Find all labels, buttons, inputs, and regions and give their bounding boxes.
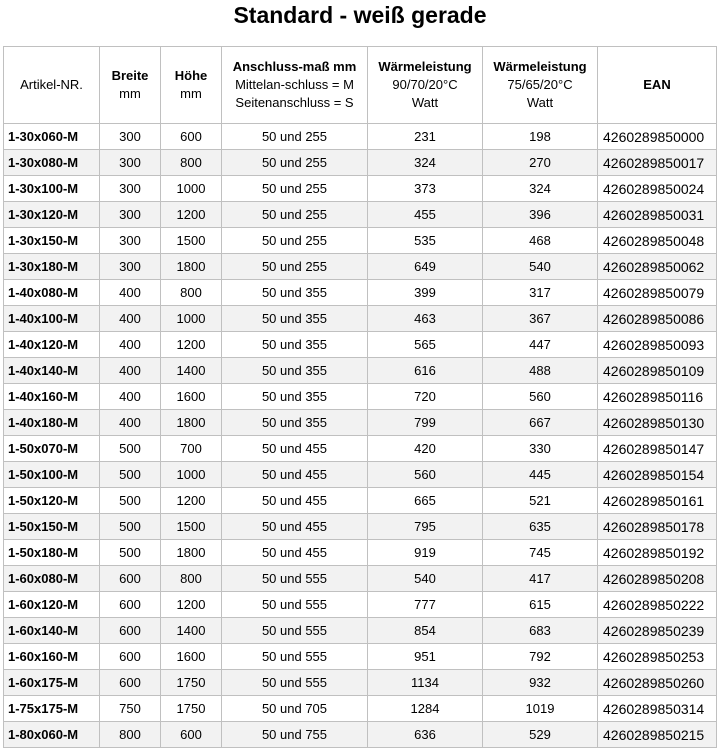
cell-waerme-75: 270: [483, 150, 598, 176]
cell-waerme-90: 795: [368, 514, 483, 540]
cell-waerme-75: 198: [483, 124, 598, 150]
cell-anschluss: 50 und 555: [222, 566, 368, 592]
cell-breite: 500: [100, 488, 161, 514]
table-row: [4, 566, 717, 592]
cell-ean: 4260289850192: [598, 540, 717, 566]
cell-ean: 4260289850222: [598, 592, 717, 618]
cell-hoehe: 1500: [161, 228, 222, 254]
table-row: [4, 332, 717, 358]
cell-artikel: 1-30x150-M: [4, 228, 100, 254]
cell-waerme-90: 463: [368, 306, 483, 332]
cell-artikel: 1-50x150-M: [4, 514, 100, 540]
table-row: [4, 540, 717, 566]
cell-anschluss: 50 und 355: [222, 332, 368, 358]
header-breite: Breite mm: [100, 47, 161, 124]
cell-waerme-90: 665: [368, 488, 483, 514]
cell-anschluss: 50 und 555: [222, 670, 368, 696]
cell-waerme-90: 420: [368, 436, 483, 462]
cell-waerme-75: 615: [483, 592, 598, 618]
cell-artikel: 1-50x100-M: [4, 462, 100, 488]
table-row: [4, 358, 717, 384]
cell-ean: 4260289850239: [598, 618, 717, 644]
cell-waerme-90: 535: [368, 228, 483, 254]
cell-breite: 600: [100, 566, 161, 592]
table-row: [4, 644, 717, 670]
cell-artikel: 1-40x080-M: [4, 280, 100, 306]
cell-ean: 4260289850260: [598, 670, 717, 696]
cell-hoehe: 800: [161, 280, 222, 306]
cell-anschluss: 50 und 255: [222, 202, 368, 228]
table-row: [4, 254, 717, 280]
cell-breite: 400: [100, 410, 161, 436]
table-row: [4, 514, 717, 540]
cell-hoehe: 1000: [161, 176, 222, 202]
cell-waerme-90: 324: [368, 150, 483, 176]
cell-hoehe: 1500: [161, 514, 222, 540]
cell-anschluss: 50 und 255: [222, 254, 368, 280]
cell-breite: 600: [100, 644, 161, 670]
cell-artikel: 1-30x180-M: [4, 254, 100, 280]
table-row: [4, 124, 717, 150]
cell-waerme-75: 447: [483, 332, 598, 358]
header-waermeleistung-90: Wärmeleistung 90/70/20°C Watt: [368, 47, 483, 124]
cell-artikel: 1-30x100-M: [4, 176, 100, 202]
cell-anschluss: 50 und 355: [222, 384, 368, 410]
cell-waerme-90: 616: [368, 358, 483, 384]
cell-artikel: 1-30x060-M: [4, 124, 100, 150]
table-row: [4, 592, 717, 618]
cell-artikel: 1-60x175-M: [4, 670, 100, 696]
cell-ean: 4260289850031: [598, 202, 717, 228]
cell-breite: 600: [100, 670, 161, 696]
cell-waerme-75: 560: [483, 384, 598, 410]
header-waermeleistung-75: Wärmeleistung 75/65/20°C Watt: [483, 47, 598, 124]
cell-ean: 4260289850062: [598, 254, 717, 280]
cell-anschluss: 50 und 255: [222, 124, 368, 150]
cell-waerme-90: 455: [368, 202, 483, 228]
cell-hoehe: 1800: [161, 410, 222, 436]
cell-waerme-75: 317: [483, 280, 598, 306]
cell-breite: 400: [100, 358, 161, 384]
cell-waerme-90: 854: [368, 618, 483, 644]
table-row: [4, 228, 717, 254]
cell-hoehe: 1200: [161, 202, 222, 228]
cell-ean: 4260289850093: [598, 332, 717, 358]
cell-waerme-75: 417: [483, 566, 598, 592]
cell-anschluss: 50 und 455: [222, 514, 368, 540]
cell-breite: 750: [100, 696, 161, 722]
cell-breite: 500: [100, 436, 161, 462]
cell-waerme-75: 792: [483, 644, 598, 670]
cell-breite: 600: [100, 618, 161, 644]
cell-anschluss: 50 und 355: [222, 410, 368, 436]
cell-waerme-90: 799: [368, 410, 483, 436]
cell-hoehe: 700: [161, 436, 222, 462]
cell-ean: 4260289850079: [598, 280, 717, 306]
cell-ean: 4260289850017: [598, 150, 717, 176]
table-row: [4, 670, 717, 696]
cell-hoehe: 1600: [161, 644, 222, 670]
cell-ean: 4260289850024: [598, 176, 717, 202]
cell-ean: 4260289850154: [598, 462, 717, 488]
cell-waerme-90: 1134: [368, 670, 483, 696]
cell-breite: 300: [100, 254, 161, 280]
cell-breite: 400: [100, 306, 161, 332]
cell-ean: 4260289850086: [598, 306, 717, 332]
cell-hoehe: 1750: [161, 670, 222, 696]
cell-ean: 4260289850253: [598, 644, 717, 670]
cell-waerme-75: 635: [483, 514, 598, 540]
cell-artikel: 1-60x120-M: [4, 592, 100, 618]
cell-hoehe: 1000: [161, 306, 222, 332]
cell-ean: 4260289850147: [598, 436, 717, 462]
cell-waerme-75: 330: [483, 436, 598, 462]
table-row: [4, 696, 717, 722]
cell-anschluss: 50 und 255: [222, 228, 368, 254]
cell-anschluss: 50 und 555: [222, 644, 368, 670]
cell-anschluss: 50 und 455: [222, 436, 368, 462]
cell-hoehe: 1200: [161, 592, 222, 618]
header-hoehe: Höhe mm: [161, 47, 222, 124]
cell-waerme-90: 636: [368, 722, 483, 748]
table-row: [4, 306, 717, 332]
cell-hoehe: 1400: [161, 358, 222, 384]
table-row: [4, 176, 717, 202]
cell-ean: 4260289850000: [598, 124, 717, 150]
cell-breite: 400: [100, 332, 161, 358]
cell-waerme-75: 683: [483, 618, 598, 644]
table-row: [4, 202, 717, 228]
cell-hoehe: 1600: [161, 384, 222, 410]
cell-hoehe: 1400: [161, 618, 222, 644]
cell-ean: 4260289850215: [598, 722, 717, 748]
cell-ean: 4260289850048: [598, 228, 717, 254]
cell-anschluss: 50 und 455: [222, 462, 368, 488]
product-table: [3, 46, 717, 748]
cell-anschluss: 50 und 255: [222, 150, 368, 176]
cell-breite: 600: [100, 592, 161, 618]
cell-artikel: 1-40x100-M: [4, 306, 100, 332]
cell-hoehe: 1200: [161, 332, 222, 358]
cell-artikel: 1-60x160-M: [4, 644, 100, 670]
cell-hoehe: 1200: [161, 488, 222, 514]
cell-artikel: 1-40x120-M: [4, 332, 100, 358]
cell-breite: 500: [100, 540, 161, 566]
cell-waerme-75: 667: [483, 410, 598, 436]
cell-waerme-90: 540: [368, 566, 483, 592]
cell-waerme-90: 777: [368, 592, 483, 618]
cell-breite: 800: [100, 722, 161, 748]
cell-waerme-75: 488: [483, 358, 598, 384]
cell-waerme-90: 720: [368, 384, 483, 410]
table-row: [4, 436, 717, 462]
table-row: [4, 618, 717, 644]
table-row: [4, 488, 717, 514]
cell-artikel: 1-40x160-M: [4, 384, 100, 410]
cell-waerme-75: 396: [483, 202, 598, 228]
cell-breite: 500: [100, 514, 161, 540]
cell-artikel: 1-30x080-M: [4, 150, 100, 176]
cell-anschluss: 50 und 455: [222, 540, 368, 566]
cell-waerme-75: 324: [483, 176, 598, 202]
cell-breite: 300: [100, 228, 161, 254]
cell-waerme-75: 521: [483, 488, 598, 514]
table-row: [4, 410, 717, 436]
cell-waerme-75: 367: [483, 306, 598, 332]
cell-waerme-75: 540: [483, 254, 598, 280]
cell-anschluss: 50 und 555: [222, 618, 368, 644]
cell-waerme-90: 565: [368, 332, 483, 358]
cell-waerme-90: 231: [368, 124, 483, 150]
cell-ean: 4260289850109: [598, 358, 717, 384]
cell-waerme-75: 745: [483, 540, 598, 566]
header-row: [4, 47, 717, 124]
cell-artikel: 1-60x080-M: [4, 566, 100, 592]
cell-hoehe: 1750: [161, 696, 222, 722]
cell-anschluss: 50 und 355: [222, 280, 368, 306]
cell-breite: 300: [100, 124, 161, 150]
cell-breite: 500: [100, 462, 161, 488]
cell-hoehe: 800: [161, 566, 222, 592]
header-ean: EAN: [598, 47, 717, 124]
cell-waerme-90: 649: [368, 254, 483, 280]
table-row: [4, 280, 717, 306]
cell-waerme-75: 445: [483, 462, 598, 488]
cell-ean: 4260289850130: [598, 410, 717, 436]
cell-waerme-75: 1019: [483, 696, 598, 722]
cell-artikel: 1-50x180-M: [4, 540, 100, 566]
cell-anschluss: 50 und 705: [222, 696, 368, 722]
cell-waerme-75: 468: [483, 228, 598, 254]
cell-artikel: 1-40x180-M: [4, 410, 100, 436]
cell-ean: 4260289850116: [598, 384, 717, 410]
cell-anschluss: 50 und 755: [222, 722, 368, 748]
cell-artikel: 1-60x140-M: [4, 618, 100, 644]
cell-artikel: 1-40x140-M: [4, 358, 100, 384]
cell-artikel: 1-75x175-M: [4, 696, 100, 722]
cell-waerme-90: 1284: [368, 696, 483, 722]
cell-waerme-90: 919: [368, 540, 483, 566]
cell-anschluss: 50 und 455: [222, 488, 368, 514]
table-row: [4, 462, 717, 488]
cell-ean: 4260289850208: [598, 566, 717, 592]
cell-hoehe: 600: [161, 124, 222, 150]
cell-waerme-75: 529: [483, 722, 598, 748]
cell-anschluss: 50 und 555: [222, 592, 368, 618]
cell-waerme-90: 373: [368, 176, 483, 202]
cell-artikel: 1-50x120-M: [4, 488, 100, 514]
table-row: [4, 384, 717, 410]
table-row: [4, 150, 717, 176]
header-artikel: Artikel-NR.: [4, 47, 100, 124]
cell-artikel: 1-30x120-M: [4, 202, 100, 228]
cell-ean: 4260289850178: [598, 514, 717, 540]
cell-breite: 400: [100, 280, 161, 306]
cell-hoehe: 1800: [161, 254, 222, 280]
cell-artikel: 1-50x070-M: [4, 436, 100, 462]
cell-waerme-90: 560: [368, 462, 483, 488]
cell-breite: 300: [100, 202, 161, 228]
cell-breite: 300: [100, 176, 161, 202]
cell-breite: 400: [100, 384, 161, 410]
cell-artikel: 1-80x060-M: [4, 722, 100, 748]
cell-waerme-90: 951: [368, 644, 483, 670]
header-anschluss: Anschluss-maß mm Mittelan-schluss = M Seitenanschluss = S: [222, 47, 368, 124]
cell-anschluss: 50 und 355: [222, 306, 368, 332]
cell-breite: 300: [100, 150, 161, 176]
cell-hoehe: 1800: [161, 540, 222, 566]
cell-waerme-90: 399: [368, 280, 483, 306]
cell-hoehe: 800: [161, 150, 222, 176]
cell-hoehe: 600: [161, 722, 222, 748]
cell-waerme-75: 932: [483, 670, 598, 696]
cell-anschluss: 50 und 355: [222, 358, 368, 384]
page-title: Standard - weiß gerade: [233, 2, 487, 28]
table-row: [4, 722, 717, 748]
cell-anschluss: 50 und 255: [222, 176, 368, 202]
cell-hoehe: 1000: [161, 462, 222, 488]
cell-ean: 4260289850314: [598, 696, 717, 722]
cell-ean: 4260289850161: [598, 488, 717, 514]
